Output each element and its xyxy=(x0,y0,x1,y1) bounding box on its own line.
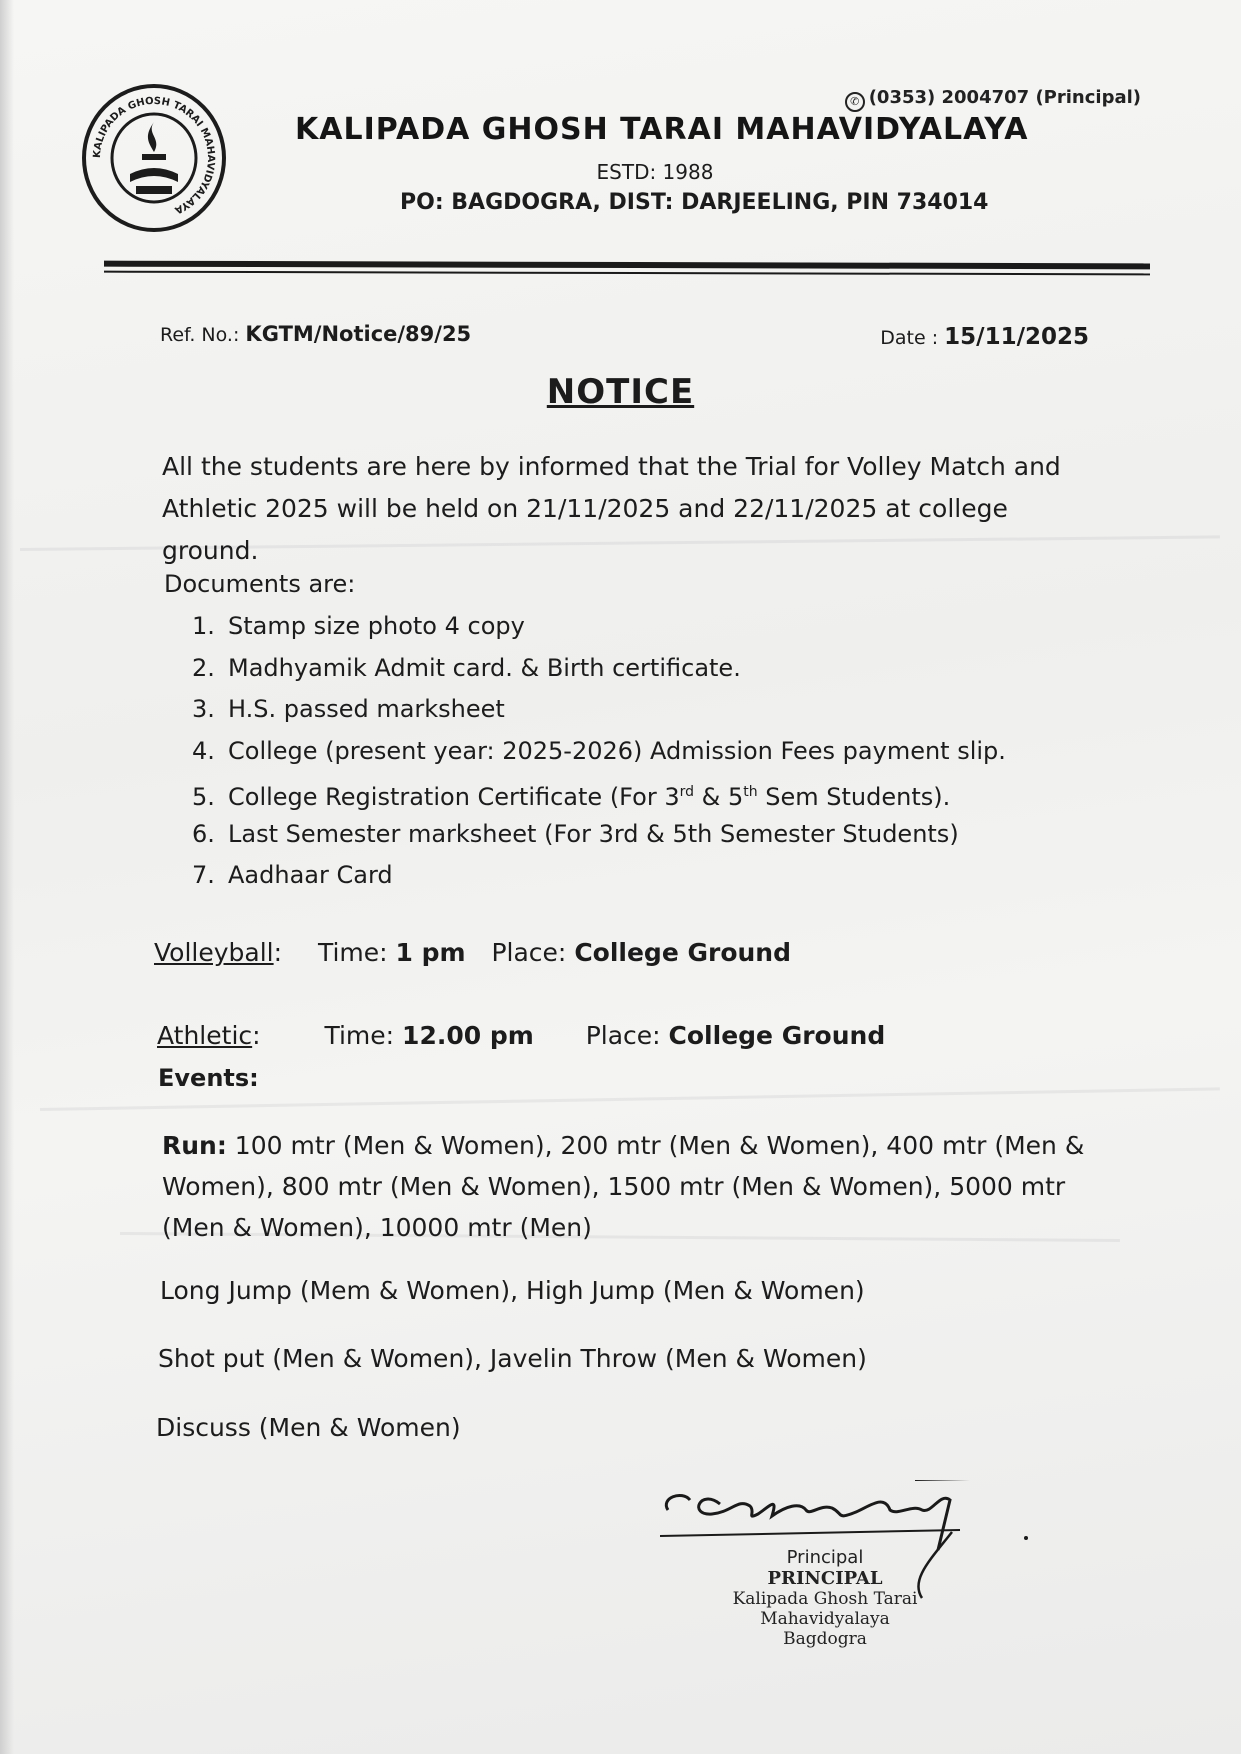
college-logo xyxy=(80,82,228,234)
notice-date xyxy=(880,324,1089,350)
date-value: 15/11/2025 xyxy=(944,324,1089,350)
list-number: 1. xyxy=(192,612,215,640)
college-address: PO: BAGDOGRA, DIST: DARJEELING, PIN 734014 xyxy=(400,190,989,215)
reference-number xyxy=(160,322,471,346)
stamp-line: Bagdogra xyxy=(783,1629,867,1649)
list-item xyxy=(192,606,1006,648)
volleyball-label: Volleyball xyxy=(154,938,274,967)
college-name: KALIPADA GHOSH TARAI MAHAVIDYALAYA xyxy=(295,112,1029,147)
place-value: College Ground xyxy=(574,938,791,967)
place-label: Place: xyxy=(491,938,567,967)
list-item xyxy=(192,689,1006,731)
list-text: College (present year: 2025-2026) Admission Fees payment slip. xyxy=(228,736,1006,765)
list-text: Stamp size photo 4 copy xyxy=(228,612,525,640)
time-value: 12.00 pm xyxy=(402,1021,534,1050)
list-text: H.S. passed marksheet xyxy=(228,695,505,723)
place-label: Place: xyxy=(585,1021,661,1050)
list-text: & 5 xyxy=(694,783,744,811)
athletic-schedule xyxy=(157,1021,885,1050)
time-label: Time: xyxy=(317,938,388,967)
paper-edge-shadow xyxy=(0,0,14,1754)
ref-label: Ref. No.: xyxy=(160,324,240,346)
list-text: Madhyamik Admit card. & Birth certificate. xyxy=(228,653,741,682)
stamp-line: Mahavidyalaya xyxy=(760,1609,890,1629)
phone-number: (0353) 2004707 (Principal) xyxy=(868,87,1141,108)
list-text: Sem Students). xyxy=(757,783,951,811)
principal-phone xyxy=(845,87,1141,112)
athletic-label: Athletic xyxy=(157,1021,253,1050)
time-label: Time: xyxy=(324,1021,395,1050)
list-text: Last Semester marksheet (For 3rd & 5th Semester Students) xyxy=(228,819,959,848)
list-item xyxy=(192,772,1006,814)
date-label: Date : xyxy=(880,327,939,349)
phone-icon: ✆ xyxy=(845,92,865,112)
place-value: College Ground xyxy=(668,1021,886,1050)
volleyball-schedule xyxy=(154,938,791,967)
list-item xyxy=(192,855,1006,897)
list-item xyxy=(192,648,1006,690)
run-label: Run: xyxy=(162,1131,227,1160)
documents-heading: Documents are: xyxy=(164,570,356,598)
establishment-year: ESTD: 1988 xyxy=(596,160,714,184)
list-number: 6. xyxy=(192,819,215,848)
page-title: NOTICE xyxy=(546,372,695,412)
events-heading: Events: xyxy=(158,1064,259,1092)
stamp-line: Kalipada Ghosh Tarai xyxy=(732,1589,918,1609)
principal-stamp xyxy=(720,1547,930,1649)
label-colon: : xyxy=(273,938,283,967)
documents-list xyxy=(192,606,1006,897)
discuss-events: Discuss (Men & Women) xyxy=(156,1413,461,1442)
notice-intro: All the students are here by informed that the Trial for Volley Match and Athletic 2025 will be held on 21/11/2025 and 22/11/2025 at college ground. xyxy=(162,452,1061,565)
list-number: 5. xyxy=(192,783,215,811)
run-events xyxy=(162,1125,1112,1248)
list-item xyxy=(192,814,1006,856)
list-number: 7. xyxy=(192,861,215,889)
time-value: 1 pm xyxy=(395,938,466,967)
superscript: th xyxy=(743,784,758,800)
ref-value: KGTM/Notice/89/25 xyxy=(245,322,472,346)
superscript: rd xyxy=(679,784,694,800)
jump-events: Long Jump (Mem & Women), High Jump (Men & Women) xyxy=(160,1276,865,1305)
label-colon: : xyxy=(252,1021,261,1050)
list-number: 4. xyxy=(192,736,215,765)
svg-text:KALIPADA GHOSH TARAI MAHAVIDYA: KALIPADA GHOSH TARAI MAHAVIDYALAYA xyxy=(91,95,217,216)
list-text: Aadhaar Card xyxy=(228,861,393,889)
list-text: College Registration Certificate (For 3 xyxy=(228,783,680,811)
list-item xyxy=(192,731,1006,773)
signature-title: Principal xyxy=(786,1547,864,1568)
throw-events: Shot put (Men & Women), Javelin Throw (Men & Women) xyxy=(158,1344,867,1373)
run-text: 100 mtr (Men & Women), 200 mtr (Men & Women), 400 mtr (Men & Women), 800 mtr (Men & Women), 1500 mtr (Men & Women), 5000 mtr (Men & Women), 10000 mtr (Men) xyxy=(162,1131,1085,1242)
list-number: 3. xyxy=(192,695,215,723)
list-number: 2. xyxy=(192,653,215,682)
stamp-line: PRINCIPAL xyxy=(767,1568,883,1589)
